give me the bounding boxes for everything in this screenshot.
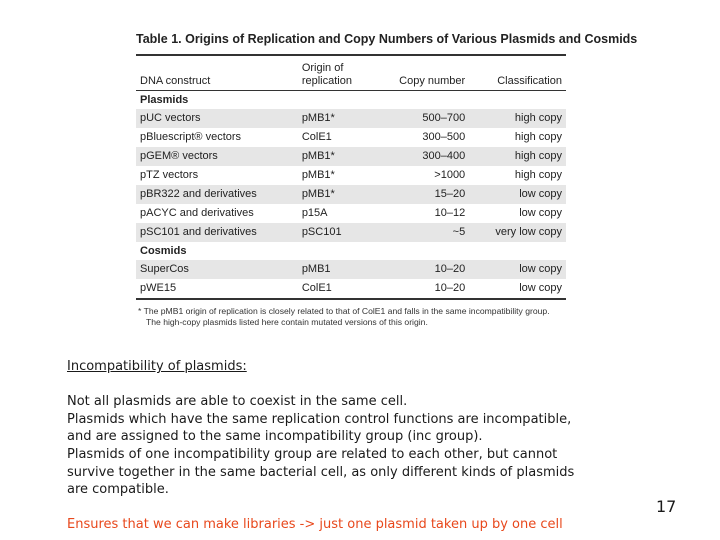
cell-origin: p15A: [301, 207, 328, 219]
section-label: Cosmids: [140, 245, 187, 257]
paragraph-group-line3: are compatible.: [67, 482, 169, 498]
header-classification: Classification: [469, 55, 566, 91]
header-origin-line1: Origin of: [301, 62, 344, 74]
cell-origin: pSC101: [298, 223, 373, 242]
cell-origin: ColE1: [301, 282, 332, 294]
cell-classification: very low copy: [469, 223, 566, 242]
section-heading: Incompatibility of plasmids:: [67, 359, 247, 374]
cell-copy-number: 300–400: [373, 147, 469, 166]
footnote-line2: The high-copy plasmids listed here contain mutated versions of this origin.: [146, 317, 428, 327]
table-row: [136, 128, 566, 147]
table-row: [136, 204, 566, 223]
cell-origin: pMB1*: [298, 185, 373, 204]
cell-construct: pBR322 and derivatives: [136, 185, 298, 204]
paragraph-incompatible-line2: and are assigned to the same incompatibility group (inc group).: [67, 429, 483, 445]
paragraph-coexist: Not all plasmids are able to coexist in the same cell.: [67, 394, 408, 410]
paragraph-incompatible-line1: Plasmids which have the same replication control functions are incompatible,: [67, 411, 572, 427]
cell-construct: pWE15: [140, 282, 177, 294]
cell-origin: pMB1: [298, 260, 373, 279]
spacer: [67, 376, 667, 394]
cell-construct: pUC vectors: [136, 109, 298, 128]
header-origin-line2: replication: [301, 75, 352, 87]
slide-number: 17: [656, 497, 677, 516]
cell-classification: low copy: [469, 260, 566, 279]
cell-classification: low copy: [519, 282, 562, 294]
cell-copy-number: 300–500: [422, 131, 466, 143]
paragraph-group-line2: survive together in the same bacterial cell, as only different kinds of plasmids: [67, 464, 575, 480]
cell-origin: ColE1: [301, 131, 332, 143]
footnote-line1: * The pMB1 origin of replication is closely related to that of ColE1 and falls in the same incompatibility group.: [138, 306, 550, 316]
cell-origin: pMB1*: [301, 169, 335, 181]
table-footnote: [136, 306, 566, 328]
cell-construct: SuperCos: [136, 260, 298, 279]
table-header-row: [136, 55, 566, 91]
cell-classification: high copy: [469, 147, 566, 166]
cell-copy-number: >1000: [434, 169, 466, 181]
cell-construct: pTZ vectors: [140, 169, 199, 181]
table-row: [136, 166, 566, 185]
cell-construct: pSC101 and derivatives: [136, 223, 298, 242]
plasmid-table: [136, 54, 566, 300]
cell-classification: low copy: [469, 185, 566, 204]
body-text: [67, 358, 667, 534]
cell-copy-number: ~5: [373, 223, 469, 242]
table-row: [136, 279, 566, 299]
spacer: [67, 499, 667, 517]
cell-origin: pMB1*: [298, 147, 373, 166]
table-row: [136, 260, 566, 279]
cell-copy-number: 500–700: [373, 109, 469, 128]
section-row-cosmids: [136, 242, 566, 260]
cell-classification: low copy: [519, 207, 562, 219]
cell-classification: high copy: [469, 109, 566, 128]
cell-construct: pACYC and derivatives: [140, 207, 254, 219]
section-row-plasmids: [136, 91, 566, 110]
cell-classification: high copy: [514, 131, 562, 143]
table-row: [136, 223, 566, 242]
cell-construct: pBluescript® vectors: [140, 131, 242, 143]
table-row: [136, 147, 566, 166]
header-copy-number: Copy number: [373, 55, 469, 91]
table-row: [136, 185, 566, 204]
section-label: Plasmids: [140, 94, 189, 106]
table-title: Table 1. Origins of Replication and Copy Numbers of Various Plasmids and Cosmids: [136, 32, 638, 46]
cell-origin: pMB1*: [298, 109, 373, 128]
header-origin: [298, 55, 373, 91]
cell-classification: high copy: [514, 169, 562, 181]
cell-copy-number: 10–12: [434, 207, 466, 219]
cell-copy-number: 10–20: [373, 260, 469, 279]
paragraph-group-line1: Plasmids of one incompatibility group are related to each other, but cannot: [67, 446, 558, 462]
cell-copy-number: 10–20: [434, 282, 466, 294]
header-construct: DNA construct: [136, 55, 298, 91]
table-row: [136, 109, 566, 128]
cell-construct: pGEM® vectors: [136, 147, 298, 166]
highlight-text: Ensures that we can make libraries -> just one plasmid taken up by one cell: [67, 517, 563, 533]
table-figure: [136, 32, 638, 328]
cell-copy-number: 15–20: [373, 185, 469, 204]
